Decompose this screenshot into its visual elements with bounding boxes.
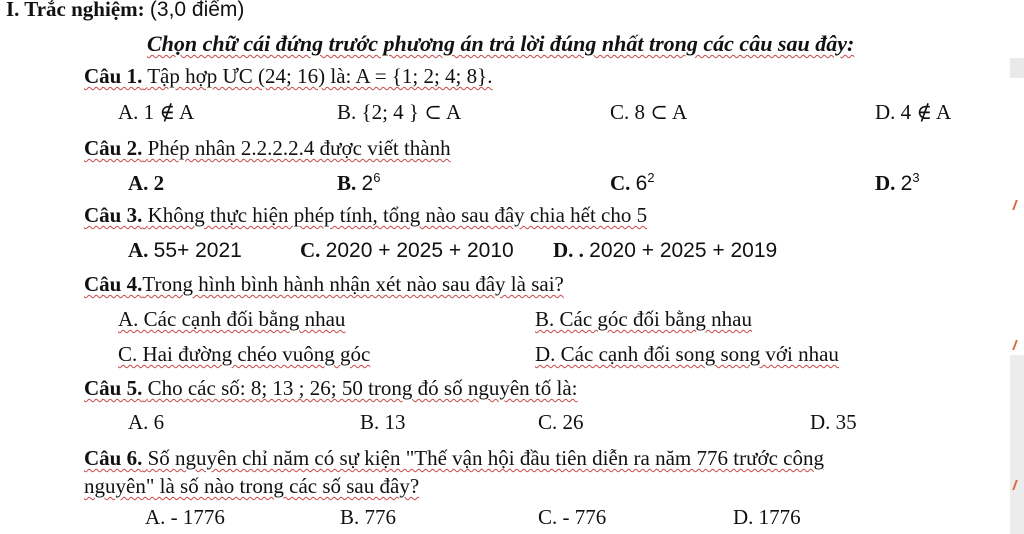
right-edge-strip xyxy=(1010,58,1024,78)
question-text: Phép nhân 2.2.2.2.4 được viết thành xyxy=(147,136,451,160)
question-label: Câu 1. xyxy=(84,64,143,88)
option-c[interactable]: C. 8 ⊂ A xyxy=(610,100,688,124)
option-a[interactable]: A. 6 xyxy=(128,410,165,434)
question-5 xyxy=(84,376,577,400)
question-text: Không thực hiện phép tính, tổng nào sau đây chia hết cho 5 xyxy=(147,203,648,227)
option-d[interactable]: D. 1776 xyxy=(733,505,801,529)
pen-mark xyxy=(1012,200,1024,210)
question-label: Câu 6. xyxy=(84,446,143,470)
question-1 xyxy=(84,64,492,88)
question-label: Câu 3. xyxy=(84,203,143,227)
question-label: Câu 4. xyxy=(84,272,143,296)
section-header xyxy=(6,0,244,22)
option-d[interactable]: D. 4 ∉ A xyxy=(875,100,952,124)
option-c[interactable]: C. 26 xyxy=(538,410,584,434)
option-b[interactable]: B. 13 xyxy=(360,410,406,434)
option-c[interactable]: C. 2020 + 2025 + 2010 xyxy=(300,238,514,262)
question-4 xyxy=(84,272,564,296)
question-6 xyxy=(84,446,824,470)
question-text: Cho các số: 8; 13 ; 26; 50 trong đó số nguyên tố là: xyxy=(147,376,578,400)
question-text: Tập hợp ƯC (24; 16) là: A = {1; 2; 4; 8}. xyxy=(147,64,493,88)
option-b[interactable]: B. Các góc đối bằng nhau xyxy=(535,307,752,331)
pen-mark xyxy=(1012,340,1024,350)
option-d[interactable]: D. . 2020 + 2025 + 2019 xyxy=(553,238,778,262)
option-a[interactable]: A. 1 ∉ A xyxy=(118,100,195,124)
question-label: Câu 5. xyxy=(84,376,143,400)
option-a[interactable]: A. 55+ 2021 xyxy=(128,238,242,262)
option-d[interactable]: D. 35 xyxy=(810,410,857,434)
option-c[interactable]: C. - 776 xyxy=(538,505,607,529)
instruction: Chọn chữ cái đứng trước phương án trả lời đúng nhất trong các câu sau đây: xyxy=(147,31,855,56)
option-b[interactable]: B. {2; 4 } ⊂ A xyxy=(337,100,462,124)
question-2 xyxy=(84,136,451,160)
option-c[interactable]: C. $6^2$ xyxy=(610,170,655,195)
option-c[interactable]: C. Hai đường chéo vuông góc xyxy=(118,342,371,366)
question-label: Câu 2. xyxy=(84,136,143,160)
question-text: Trong hình bình hành nhận xét nào sau đây là sai? xyxy=(142,272,564,296)
option-b[interactable]: B. $2^6$ xyxy=(337,170,381,195)
question-3 xyxy=(84,203,647,227)
option-a[interactable]: A. - 1776 xyxy=(145,505,225,529)
option-b[interactable]: B. 776 xyxy=(340,505,397,529)
question-6-continued: nguyên" là số nào trong các số sau đây? xyxy=(84,474,420,498)
question-text: Số nguyên chỉ năm có sự kiện "Thế vận hội đầu tiên diễn ra năm 776 trước công xyxy=(147,446,824,470)
right-edge-strip xyxy=(1010,355,1024,534)
section-title: I. Trắc nghiệm: xyxy=(6,0,145,21)
option-d[interactable]: D. Các cạnh đối song song với nhau xyxy=(535,342,839,366)
section-score: (3,0 điểm) xyxy=(149,0,245,21)
option-d[interactable]: D. $2^3$ xyxy=(875,170,920,195)
option-a[interactable]: A. Các cạnh đối bằng nhau xyxy=(118,307,346,331)
option-a[interactable]: A. 2 xyxy=(128,171,165,195)
